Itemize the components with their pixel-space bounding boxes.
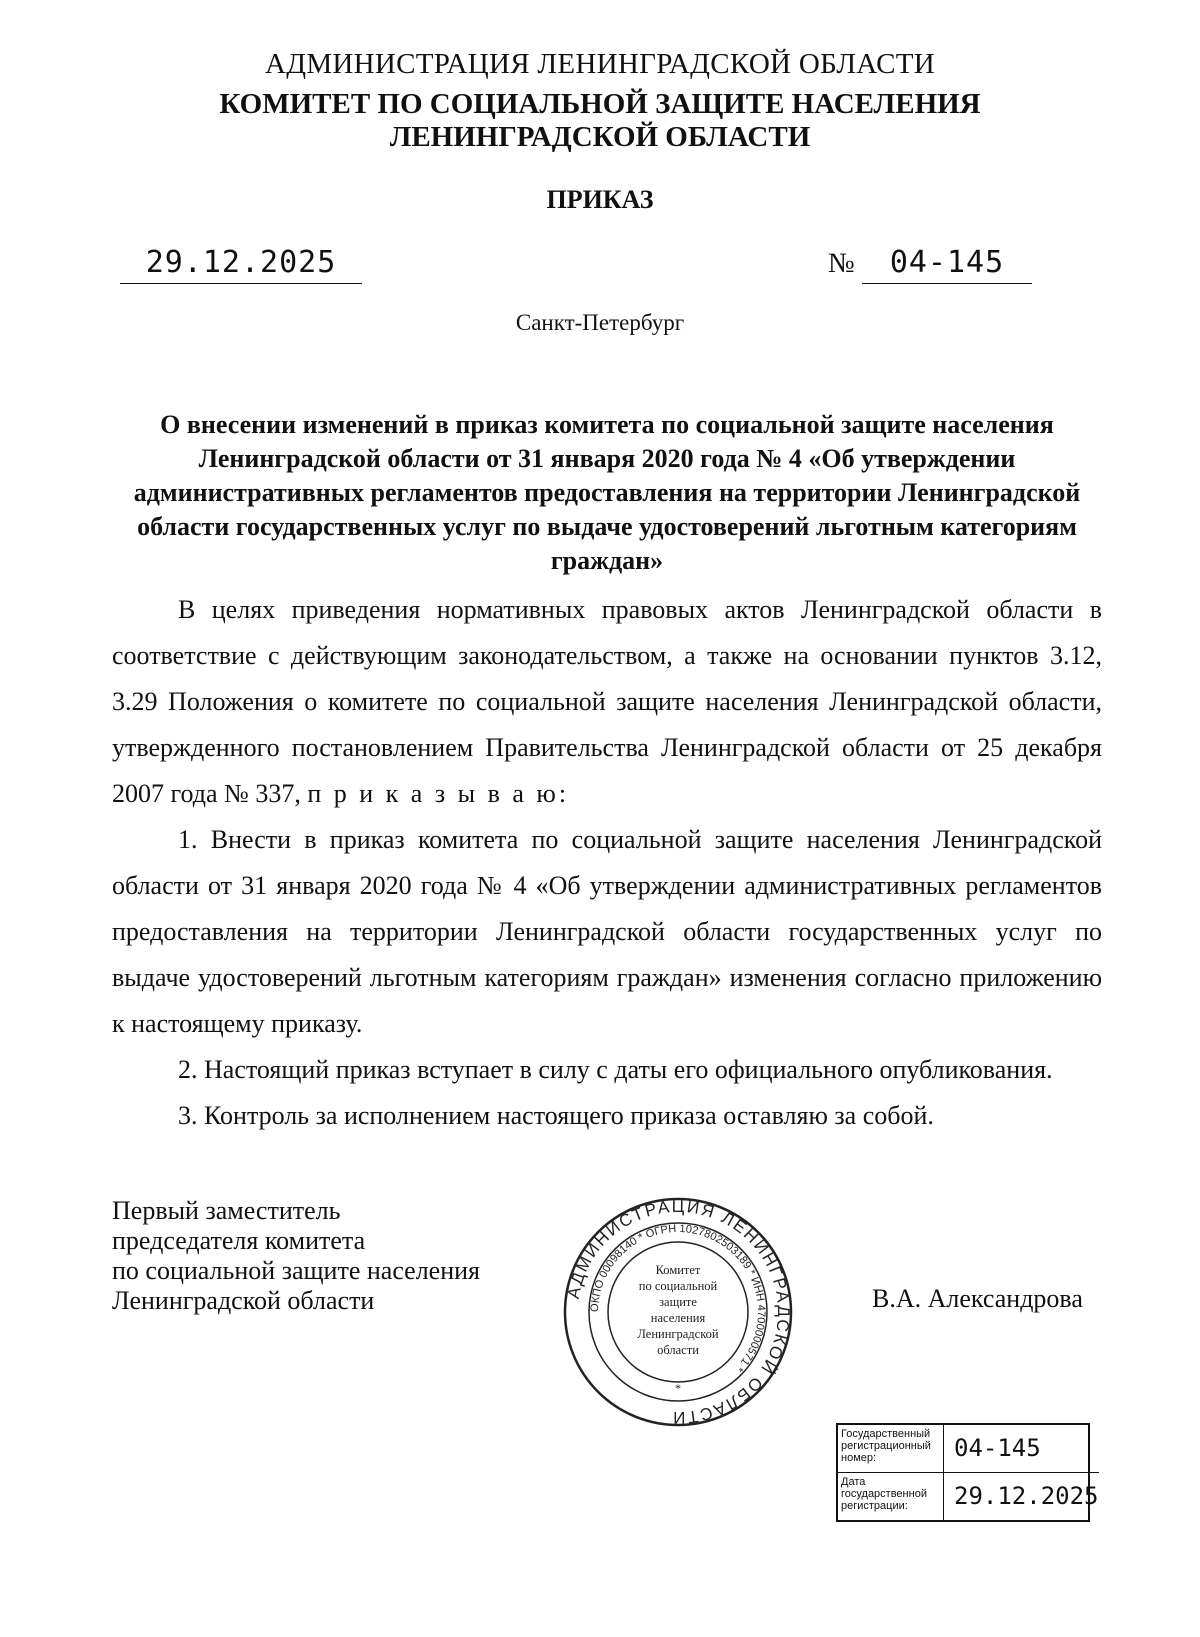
order-date: 29.12.2025	[120, 245, 362, 284]
registration-number-value: 04-145	[944, 1425, 1099, 1473]
signer-position-line: Первый заместитель	[112, 1196, 341, 1225]
preamble-paragraph	[112, 587, 1102, 817]
item-2: 2. Настоящий приказ вступает в силу с даты его официального опубликования.	[178, 1055, 1053, 1084]
document-type: ПРИКАЗ	[546, 185, 654, 214]
order-number: 04-145	[862, 245, 1032, 284]
seal-star-icon: *	[675, 1381, 681, 1395]
seal-center-line: Комитет	[655, 1263, 701, 1277]
signer-position-line: по социальной защите населения	[112, 1256, 481, 1285]
city: Санкт-Петербург	[515, 310, 685, 335]
seal-center-line: области	[657, 1343, 699, 1357]
registration-number-label: Государственный регистрационный номер:	[838, 1425, 944, 1473]
order-word: п р и к а з ы в а ю:	[307, 779, 570, 808]
seal-ring-text: ОКПО 00098140 * ОГРН 1027802503189 * ИНН 4700000571 *	[588, 1222, 768, 1374]
seal-center-line: защите	[659, 1295, 697, 1309]
administration-title: АДМИНИСТРАЦИЯ ЛЕНИНГРАДСКОЙ ОБЛАСТИ	[265, 48, 935, 80]
official-seal	[562, 1196, 794, 1428]
registration-stamp	[836, 1423, 1099, 1522]
seal-center-line: Ленинградской	[637, 1327, 719, 1341]
preamble-text: В целях приведения нормативных правовых актов Ленинградской области в соответствие с действующим законодательством, а также на основании пунктов 3.12, 3.29 Положения о комитете по социальной защите населения Ленинградской области, утвержденного постановлением Правительства Ленинградской области от 25 декабря 2007 года № 337,	[112, 595, 1102, 808]
number-sign: №	[828, 248, 855, 279]
signer-name: В.А. Александрова	[872, 1284, 1083, 1313]
committee-title	[0, 88, 1200, 154]
order-subject: О внесении изменений в приказ комитета по социальной защите населения Ленинградской области от 31 января 2020 года № 4 «Об утверждении административных регламентов предоставления на территории Ленинградской области государственных услуг по выдаче удостоверений льготным категориям граждан»	[133, 410, 1081, 575]
seal-outer-text: АДМИНИСТРАЦИЯ ЛЕНИНГРАДСКОЙ ОБЛАСТИ	[563, 1196, 794, 1428]
committee-title-line1: КОМИТЕТ ПО СОЦИАЛЬНОЙ ЗАЩИТЕ НАСЕЛЕНИЯ	[219, 88, 981, 120]
signer-position	[112, 1196, 480, 1316]
signer-position-line: председателя комитета	[112, 1226, 366, 1255]
item-3: 3. Контроль за исполнением настоящего приказа оставляю за собой.	[178, 1101, 934, 1130]
committee-title-line2: ЛЕНИНГРАДСКОЙ ОБЛАСТИ	[389, 121, 811, 153]
order-body	[112, 587, 1102, 1139]
registration-date-value: 29.12.2025	[954, 1482, 1099, 1511]
signer-position-line: Ленинградской области	[112, 1286, 375, 1315]
seal-center-line: населения	[650, 1311, 706, 1325]
registration-date-label: Дата государственной регистрации:	[838, 1473, 944, 1521]
item-1: 1. Внести в приказ комитета по социальной защите населения Ленинградской области от 31 января 2020 года № 4 «Об утверждении административных регламентов предоставления на территории Ленинградской области государственных услуг по выдаче удостоверений льготным категориям граждан» изменения согласно приложению к настоящему приказу.	[112, 825, 1102, 1038]
seal-center-line: по социальной	[638, 1279, 718, 1293]
